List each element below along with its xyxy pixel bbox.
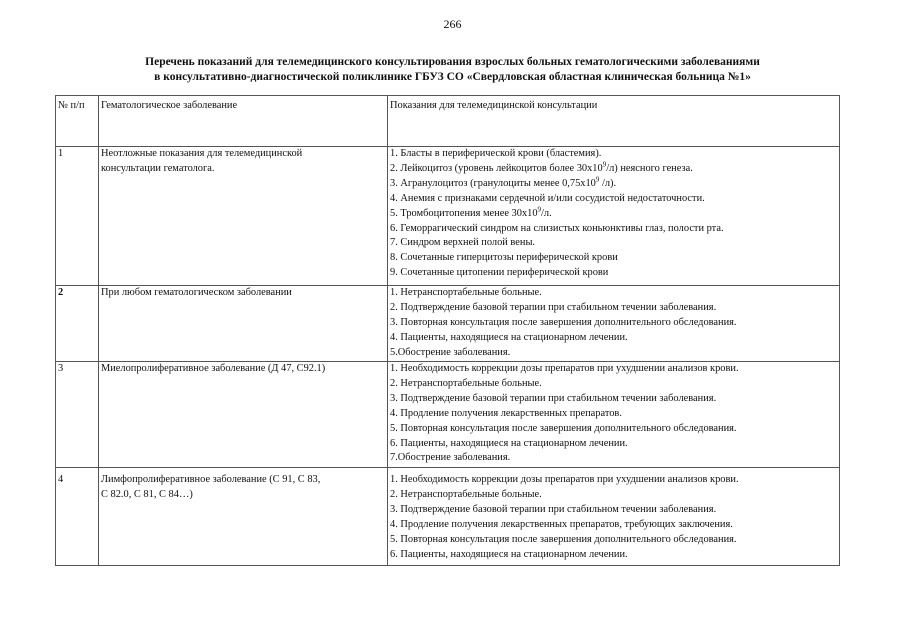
indication-item: 5. Тромбоцитопения менее $30x10^9/л$. [390, 205, 552, 219]
disease-line: При любом гематологическом заболевании [101, 287, 292, 298]
indication-item: 1. Бласты в периферической крови (бластемия). [390, 148, 602, 159]
indications-table [55, 95, 840, 566]
row-number: 3 [56, 362, 99, 468]
indication-item: 4. Пациенты, находящиеся на стационарном лечении. [390, 331, 628, 343]
row-disease [99, 362, 388, 468]
row-indications [388, 362, 840, 468]
header-num: № п/п [56, 96, 99, 147]
row-indications [388, 147, 840, 286]
row-indications [388, 286, 840, 362]
row-disease [99, 147, 388, 286]
indication-item: 3. Агранулоцитоз (гранулоциты менее $0,75x10^9$ /л). [390, 175, 617, 189]
indication-item: 4. Продление получения лекарственных препаратов, требующих заключения. [390, 518, 733, 530]
indication-item: 3. Повторная консультация после завершения дополнительного обследования. [390, 316, 737, 328]
row-number: 2 [56, 286, 99, 362]
indication-item: 4. Продление получения лекарственных препаратов. [390, 407, 622, 419]
indication-item: 1. Необходимость коррекции дозы препаратов при ухудшении анализов крови. [390, 474, 739, 485]
disease-line: консультации гематолога. [101, 162, 215, 174]
row-disease [99, 286, 388, 362]
indication-item: 2. Лейкоцитоз (уровень лейкоцитов более $30x10^9/л$) неясного генеза. [390, 160, 693, 174]
indication-item: 4. Анемия с признаками сердечной и/или сосудистой недостаточности. [390, 192, 705, 204]
title-line-2: в консультативно-диагностической поликлинике ГБУЗ СО «Свердловская областная клиническая больница №1» [154, 71, 751, 83]
row-indications [388, 468, 840, 566]
indication-item: 1. Необходимость коррекции дозы препаратов при ухудшении анализов крови. [390, 363, 739, 374]
table-row [56, 468, 840, 566]
indication-item: 5.Обострение заболевания. [390, 346, 511, 358]
table-row [56, 286, 840, 362]
indication-item: 2. Подтверждение базовой терапии при стабильном течении заболевания. [390, 301, 717, 313]
table-row [56, 362, 840, 468]
indication-item: 3. Подтверждение базовой терапии при стабильном течении заболевания. [390, 503, 717, 515]
indication-item: 6. Пациенты, находящиеся на стационарном лечении. [390, 437, 628, 449]
indication-item: 5. Повторная консультация после завершения дополнительного обследования. [390, 422, 737, 434]
header-disease: Гематологическое заболевание [99, 96, 388, 147]
indication-item: 6. Пациенты, находящиеся на стационарном лечении. [390, 548, 628, 560]
indication-item: 8. Сочетанные гиперцитозы периферической крови [390, 252, 618, 264]
indication-item: 3. Подтверждение базовой терапии при стабильном течении заболевания. [390, 392, 717, 404]
disease-line: Миелопролиферативное заболевание (Д 47, С92.1) [101, 363, 326, 374]
row-disease [99, 468, 388, 566]
table-header-row [56, 96, 840, 147]
header-indications: Показания для телемедицинской консультации [388, 96, 840, 147]
document-title [0, 55, 905, 85]
indication-item: 7.Обострение заболевания. [390, 452, 511, 464]
indication-item: 2. Нетранспортабельные больные. [390, 488, 542, 500]
row-number: 4 [56, 468, 99, 566]
disease-line: С 82.0, С 81, С 84…) [101, 488, 193, 500]
indication-item: 2. Нетранспортабельные больные. [390, 377, 542, 389]
indication-item: 7. Синдром верхней полой вены. [390, 237, 536, 249]
indication-item: 9. Сочетанные цитопении периферической крови [390, 267, 609, 279]
disease-line: Неотложные показания для телемедицинской [101, 148, 303, 159]
page-number: 266 [443, 17, 462, 31]
table-row [56, 147, 840, 286]
row-number: 1 [56, 147, 99, 286]
indication-item: 6. Геморрагический синдром на слизистых коньюнктивы глаз, полости рта. [390, 222, 724, 234]
title-line-1: Перечень показаний для телемедицинского консультирования взрослых больных гематологическими заболеваниями [145, 56, 760, 68]
indication-item: 1. Нетранспортабельные больные. [390, 287, 542, 298]
indication-item: 5. Повторная консультация после завершения дополнительного обследования. [390, 533, 737, 545]
disease-line: Лимфопролиферативное заболевание (С 91, С 83, [101, 474, 321, 485]
